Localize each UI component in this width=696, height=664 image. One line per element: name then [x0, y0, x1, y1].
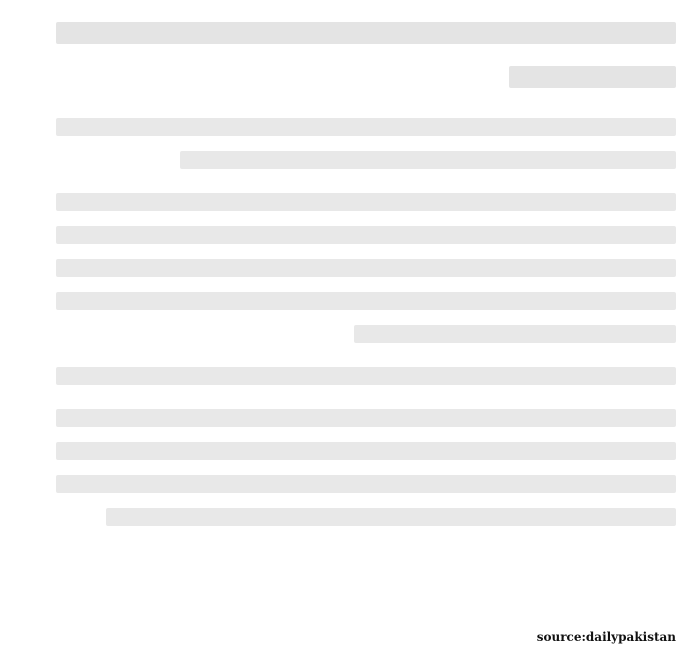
text-line [56, 259, 676, 277]
article-paragraph-1 [56, 118, 676, 169]
text-line [56, 292, 676, 310]
text-line [106, 508, 676, 526]
article-paragraph-4 [56, 409, 676, 526]
source-credit: source:dailypakistan [536, 630, 676, 644]
headline-line [56, 22, 676, 44]
headline [56, 22, 676, 88]
text-line [56, 193, 676, 211]
text-line [56, 409, 676, 427]
text-line [354, 325, 676, 343]
article-paragraph-3 [56, 367, 676, 385]
article [56, 22, 676, 550]
text-line [56, 442, 676, 460]
text-line [56, 475, 676, 493]
text-line [180, 151, 676, 169]
article-paragraph-2 [56, 193, 676, 343]
headline-line [509, 66, 676, 88]
text-line [56, 118, 676, 136]
text-line [56, 226, 676, 244]
text-line [56, 367, 676, 385]
